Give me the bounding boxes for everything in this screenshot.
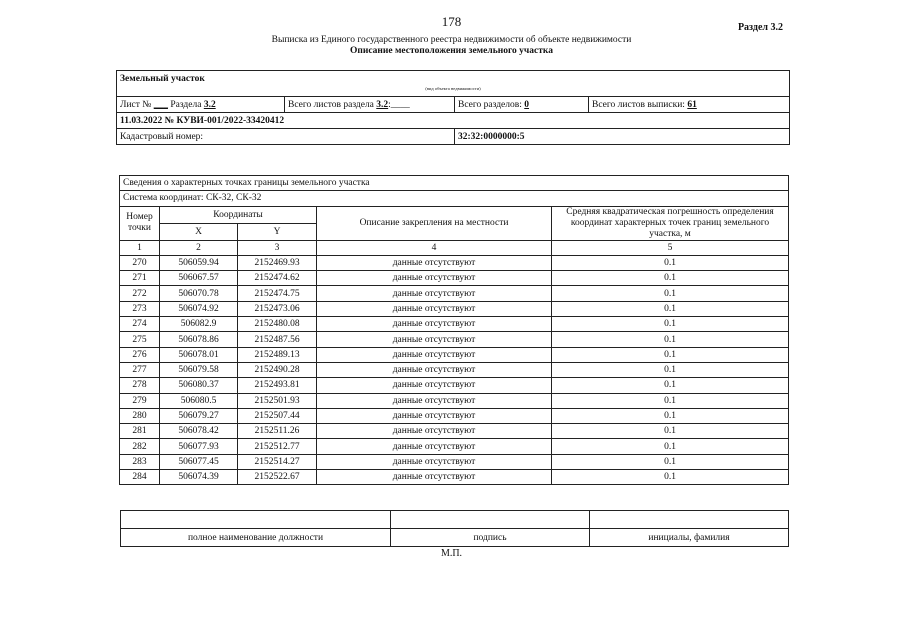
point-row (120, 378, 789, 393)
point-number: 271 (120, 271, 160, 286)
point-x: 506078.01 (160, 347, 238, 362)
point-x: 506059.94 (160, 255, 238, 270)
total-sections-cell: Всего разделов: 0 (455, 97, 589, 113)
section-label: Раздел 3.2 (737, 22, 783, 33)
cadastral-value: 32:32:0000000:5 (455, 129, 790, 145)
total-section-sheets-cell: Всего листов раздела 3.2:____ (285, 97, 455, 113)
column-index-row (120, 240, 789, 255)
point-y: 2152474.75 (238, 286, 317, 301)
point-number: 274 (120, 317, 160, 332)
document-subtitle: Описание местоположения земельного участка (350, 46, 553, 56)
col-header-number: Номер точки (120, 206, 160, 240)
point-description: данные отсутствуют (317, 332, 552, 347)
point-row (120, 362, 789, 377)
point-description: данные отсутствуют (317, 439, 552, 454)
point-y: 2152473.06 (238, 301, 317, 316)
point-number: 272 (120, 286, 160, 301)
point-description: данные отсутствуют (317, 271, 552, 286)
point-description: данные отсутствуют (317, 470, 552, 485)
point-error: 0.1 (552, 286, 789, 301)
point-row (120, 347, 789, 362)
point-y: 2152501.93 (238, 393, 317, 408)
point-error: 0.1 (552, 393, 789, 408)
point-error: 0.1 (552, 255, 789, 270)
point-x: 506070.78 (160, 286, 238, 301)
point-x: 506079.58 (160, 362, 238, 377)
object-info-table (116, 70, 790, 145)
point-number: 275 (120, 332, 160, 347)
col-header-error: Средняя квадратическая погрешность определения координат характерных точек границ земельного участка, м (552, 206, 789, 240)
sheet-info-row (117, 97, 790, 113)
position-label: полное наименование должности (121, 529, 391, 547)
point-number: 284 (120, 470, 160, 485)
point-description: данные отсутствуют (317, 255, 552, 270)
point-y: 2152489.13 (238, 347, 317, 362)
point-y: 2152507.44 (238, 408, 317, 423)
point-error: 0.1 (552, 271, 789, 286)
point-y: 2152512.77 (238, 439, 317, 454)
point-description: данные отсутствуют (317, 454, 552, 469)
point-error: 0.1 (552, 332, 789, 347)
point-number: 277 (120, 362, 160, 377)
object-type: Земельный участок (117, 71, 790, 87)
point-x: 506078.86 (160, 332, 238, 347)
col-index: 2 (160, 240, 238, 255)
point-row (120, 454, 789, 469)
point-number: 283 (120, 454, 160, 469)
point-y: 2152487.56 (238, 332, 317, 347)
signature-label: подпись (391, 529, 590, 547)
point-x: 506080.5 (160, 393, 238, 408)
page-number: 178 (441, 14, 462, 29)
point-row (120, 286, 789, 301)
points-heading: Сведения о характерных точках границы земельного участка (120, 176, 789, 191)
point-number: 270 (120, 255, 160, 270)
col-index: 5 (552, 240, 789, 255)
point-description: данные отсутствуют (317, 362, 552, 377)
col-header-coordinates: Координаты (160, 206, 317, 223)
point-row (120, 255, 789, 270)
point-row (120, 470, 789, 485)
signature-field (391, 511, 590, 529)
point-row (120, 301, 789, 316)
point-description: данные отсутствуют (317, 378, 552, 393)
point-y: 2152522.67 (238, 470, 317, 485)
points-body (120, 255, 789, 484)
col-header-y: Y (238, 223, 317, 240)
point-y: 2152480.08 (238, 317, 317, 332)
name-label: инициалы, фамилия (590, 529, 789, 547)
point-x: 506077.93 (160, 439, 238, 454)
point-description: данные отсутствуют (317, 393, 552, 408)
stamp-label: М.П. (440, 548, 463, 559)
point-error: 0.1 (552, 378, 789, 393)
point-number: 273 (120, 301, 160, 316)
point-x: 506074.39 (160, 470, 238, 485)
cadastral-label: Кадастровый номер: (117, 129, 455, 145)
point-y: 2152493.81 (238, 378, 317, 393)
point-x: 506082.9 (160, 317, 238, 332)
point-y: 2152469.93 (238, 255, 317, 270)
signature-table (120, 510, 789, 547)
point-error: 0.1 (552, 408, 789, 423)
point-error: 0.1 (552, 347, 789, 362)
coord-system: Система координат: СК-32, СК-32 (120, 191, 789, 206)
point-description: данные отсутствуют (317, 286, 552, 301)
col-header-description: Описание закрепления на местности (317, 206, 552, 240)
point-row (120, 317, 789, 332)
point-error: 0.1 (552, 470, 789, 485)
boundary-points-table (119, 175, 789, 485)
point-row (120, 424, 789, 439)
point-error: 0.1 (552, 439, 789, 454)
point-error: 0.1 (552, 362, 789, 377)
sheet-number-cell: Лист № ___ Раздела 3.2 (117, 97, 285, 113)
point-y: 2152490.28 (238, 362, 317, 377)
point-description: данные отсутствуют (317, 424, 552, 439)
point-number: 280 (120, 408, 160, 423)
name-field (590, 511, 789, 529)
point-description: данные отсутствуют (317, 301, 552, 316)
point-x: 506067.57 (160, 271, 238, 286)
object-type-caption: (вид объекта недвижимости) (117, 86, 790, 97)
point-y: 2152474.62 (238, 271, 317, 286)
point-row (120, 332, 789, 347)
point-description: данные отсутствуют (317, 408, 552, 423)
point-x: 506080.37 (160, 378, 238, 393)
point-y: 2152514.27 (238, 454, 317, 469)
point-row (120, 393, 789, 408)
point-x: 506079.27 (160, 408, 238, 423)
point-row (120, 271, 789, 286)
point-number: 282 (120, 439, 160, 454)
point-x: 506074.92 (160, 301, 238, 316)
point-number: 279 (120, 393, 160, 408)
col-index: 1 (120, 240, 160, 255)
point-error: 0.1 (552, 454, 789, 469)
col-header-x: X (160, 223, 238, 240)
point-error: 0.1 (552, 301, 789, 316)
point-error: 0.1 (552, 317, 789, 332)
col-index: 4 (317, 240, 552, 255)
point-x: 506078.42 (160, 424, 238, 439)
point-number: 278 (120, 378, 160, 393)
document-title: Выписка из Единого государственного реестра недвижимости об объекте недвижимости (271, 35, 632, 45)
point-number: 281 (120, 424, 160, 439)
point-x: 506077.45 (160, 454, 238, 469)
point-description: данные отсутствуют (317, 347, 552, 362)
position-field (121, 511, 391, 529)
point-error: 0.1 (552, 424, 789, 439)
col-index: 3 (238, 240, 317, 255)
point-row (120, 408, 789, 423)
date-and-number: 11.03.2022 № КУВИ-001/2022-33420412 (117, 113, 790, 129)
point-y: 2152511.26 (238, 424, 317, 439)
point-number: 276 (120, 347, 160, 362)
total-extract-sheets-cell: Всего листов выписки: 61 (589, 97, 790, 113)
point-description: данные отсутствуют (317, 317, 552, 332)
point-row (120, 439, 789, 454)
